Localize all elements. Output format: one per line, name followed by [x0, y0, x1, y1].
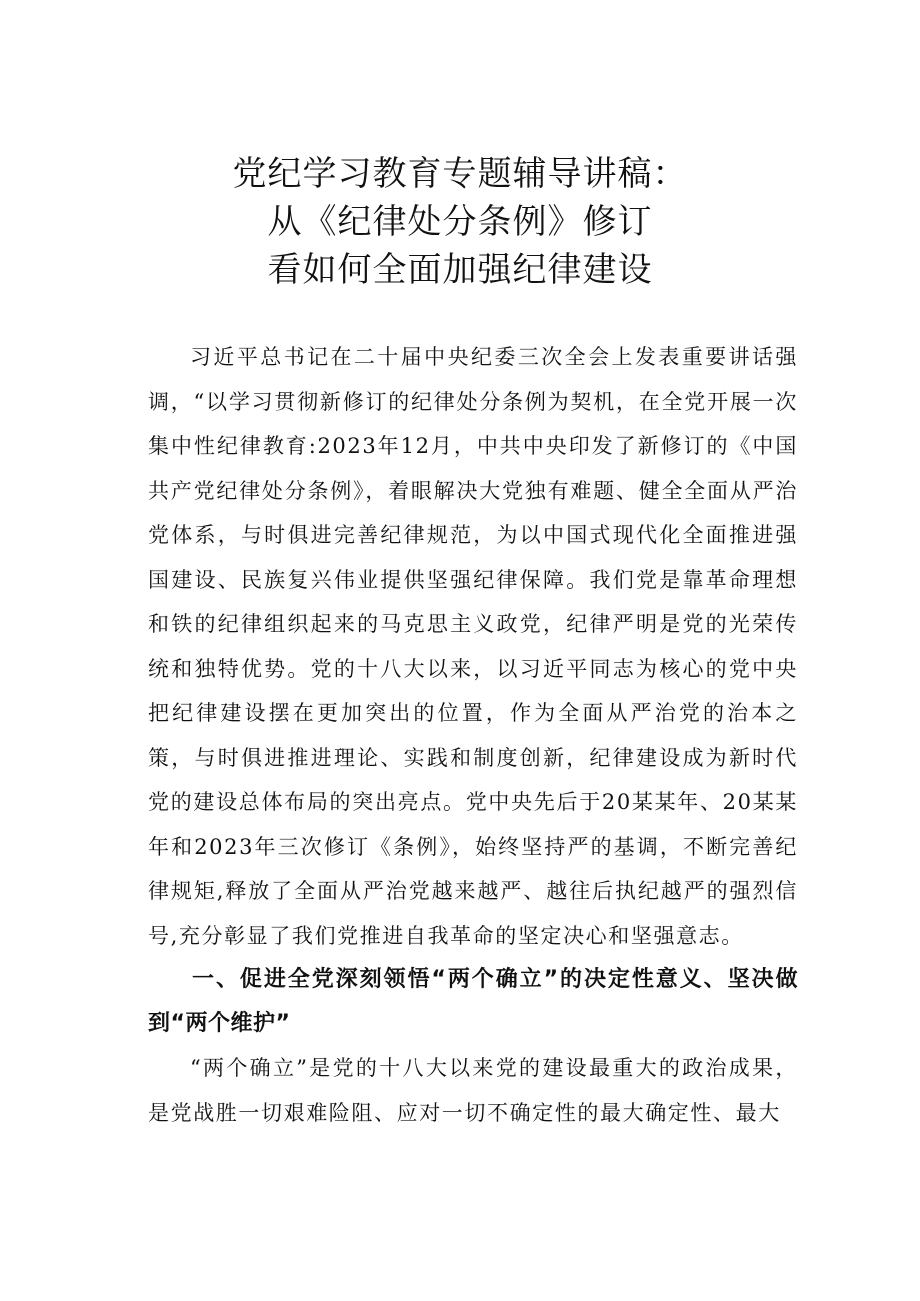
section-heading: 一、促进全党深刻领悟“两个确立”的决定性意义、坚决做到“两个维护” [148, 967, 798, 1036]
document-body [148, 335, 798, 1135]
title-line-1: 党纪学习教育专题辅导讲稿： [232, 154, 688, 194]
document-title [0, 150, 920, 294]
intro-paragraph: 习近平总书记在二十届中央纪委三次全会上发表重要讲话强调，“以学习贯彻新修订的纪律处分条例为契机，在全党开展一次集中性纪律教育:2023年12月，中共中央印发了新修订的《中国共产党纪律处分条例》，着眼解决大党独有难题、健全全面从严治党体系，与时俱进完善纪律规范，为以中国式现代化全面推进强国建设、民族复兴伟业提供坚强纪律保障。我们党是靠革命理想和铁的纪律组织起来的马克思主义政党，纪律严明是党的光荣传统和独特优势。党的十八大以来，以习近平同志为核心的党中央把纪律建设摆在更加突出的位置，作为全面从严治党的治本之策，与时俱进推进理论、实践和制度创新，纪律建设成为新时代党的建设总体布局的突出亮点。党中央先后于20某某年、20某某年和2023年三次修订《条例》，始终坚持严的基调，不断完善纪律规矩,释放了全面从严治党越来越严、越往后执纪越严的强烈信号,充分彰显了我们党推进自我革命的坚定决心和坚强意志。 [148, 345, 798, 948]
title-line-2: 从《纪律处分条例》修订 [267, 202, 653, 242]
section-paragraph: “两个确立”是党的十八大以来党的建设最重大的政治成果，是党战胜一切艰难险阻、应对一切不确定性的最大确定性、最大 [148, 1056, 798, 1125]
title-line-3: 看如何全面加强纪律建设 [267, 250, 653, 290]
